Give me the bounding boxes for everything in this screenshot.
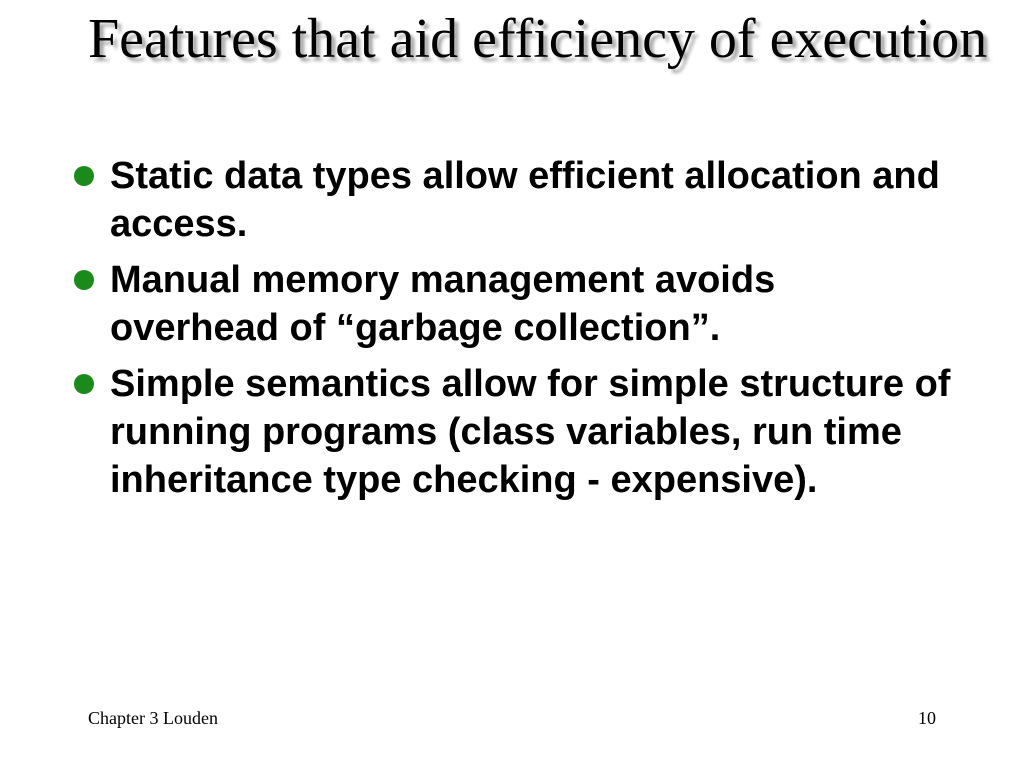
bullet-text: Static data types allow efficient allocation and access. — [110, 155, 940, 245]
bullet-list — [74, 152, 954, 512]
bullet-dot-icon — [74, 166, 94, 186]
bullet-item — [74, 256, 954, 352]
slide-title: Features that aid efficiency of execution — [88, 8, 988, 70]
bullet-dot-icon — [74, 270, 94, 290]
bullet-text: Manual memory management avoids overhead of “garbage collection”. — [110, 259, 776, 349]
bullet-item — [74, 152, 954, 248]
page-number: 10 — [918, 708, 936, 728]
footer-chapter-label: Chapter 3 Louden — [88, 708, 218, 728]
bullet-item — [74, 360, 954, 504]
bullet-text: Simple semantics allow for simple structure of running programs (class variables, run time inheritance type checking - expensive). — [110, 363, 951, 501]
bullet-dot-icon — [74, 374, 94, 394]
